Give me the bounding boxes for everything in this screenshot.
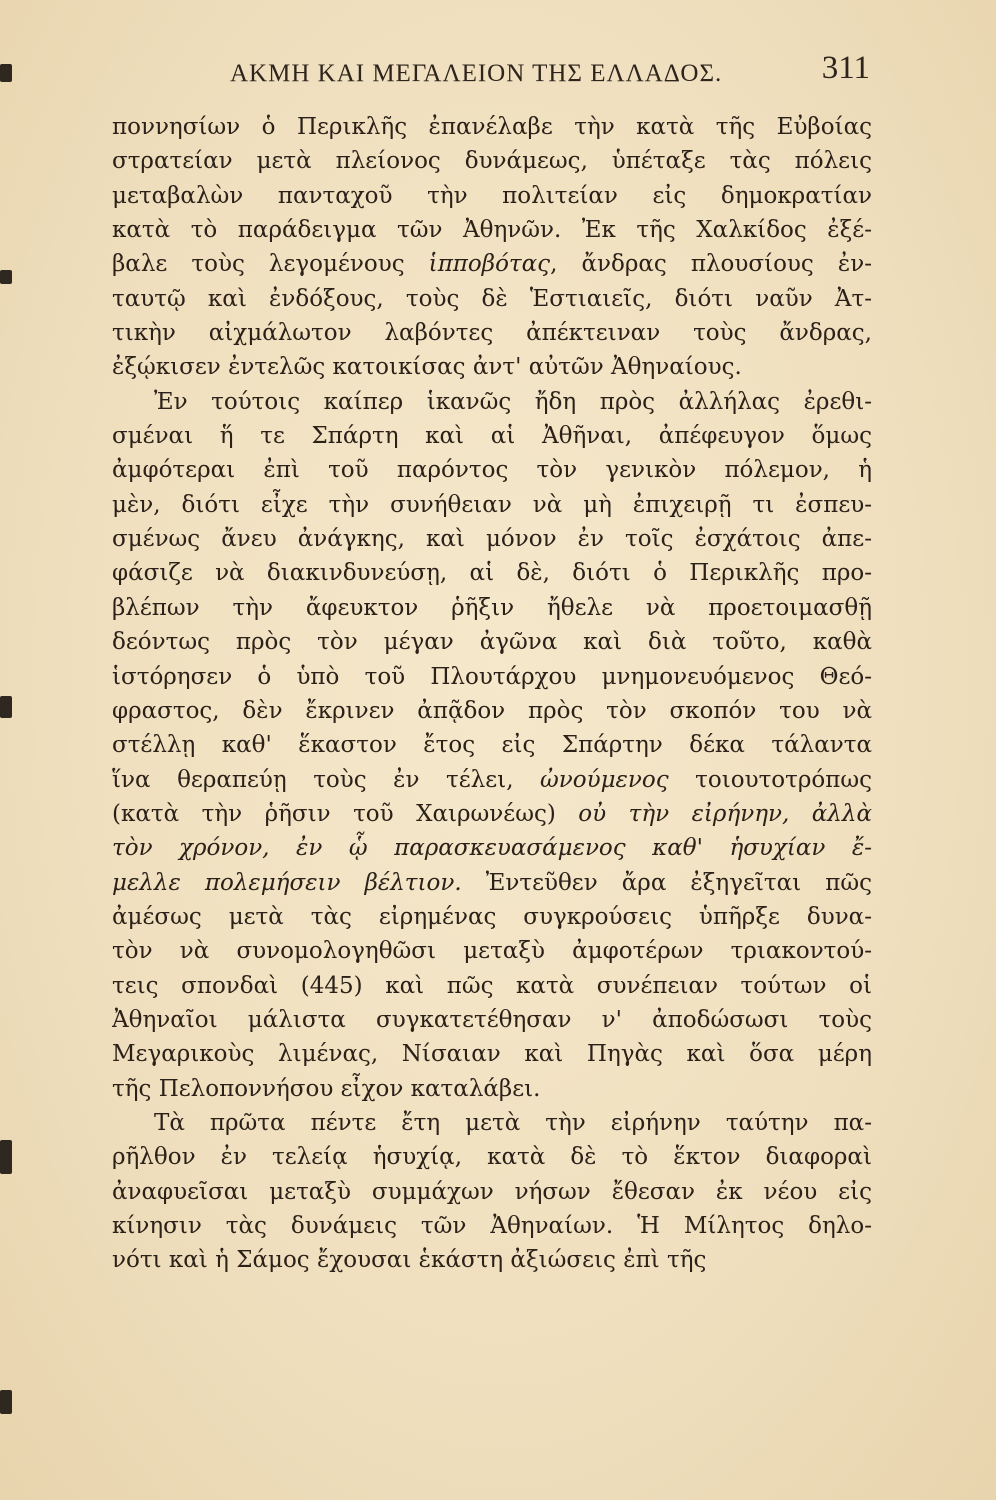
text-line: νότι καὶ ἡ Σάμος ἔχουσαι ἑκάστη ἀξιώσεις ἐπὶ τῆς	[112, 1247, 707, 1274]
text-line: Τὰ πρῶτα πέντε ἔτη μετὰ τὴν εἰρήνην ταύτην πα-	[154, 1109, 872, 1136]
text-line: τεις σπονδαὶ (445) καὶ πῶς κατὰ συνέπειαν τούτων οἱ	[112, 972, 872, 999]
text-line: βαλε τοὺς λεγομένους ἱπποβότας, ἄνδρας πλουσίους ἐν-	[112, 251, 872, 278]
page-header	[118, 50, 878, 98]
text-line: τῆς Πελοποννήσου εἶχον καταλάβει.	[112, 1075, 541, 1102]
text-line: δεόντως πρὸς τὸν μέγαν ἀγῶνα καὶ διὰ τοῦτο, καθὰ	[112, 629, 872, 656]
text-line: ἱστόρησεν ὁ ὑπὸ τοῦ Πλουτάρχου μνημονευόμενος Θεό-	[112, 663, 872, 690]
text-line: Ἐν τούτοις καίπερ ἱκανῶς ἤδη πρὸς ἀλλήλας ἐρεθι-	[154, 388, 872, 415]
text-line: ἀμέσως μετὰ τὰς εἰρημένας συγκρούσεις ὑπῆρξε δυνα-	[112, 903, 872, 930]
text-line: τὸν χρόνον, ἐν ᾧ παρασκευασάμενος καθ' ἡσυχίαν ἔ-	[112, 835, 872, 862]
text-line: φάσιζε νὰ διακινδυνεύσῃ, αἱ δὲ, διότι ὁ Περικλῆς προ-	[112, 560, 872, 587]
margin-mark	[0, 1390, 12, 1414]
margin-mark	[0, 64, 12, 82]
margin-mark	[0, 696, 12, 718]
text-line: ἀμφότεραι ἐπὶ τοῦ παρόντος τὸν γενικὸν πόλεμον, ἡ	[112, 457, 872, 484]
text-line: μελλε πολεμήσειν βέλτιον. Ἐντεῦθεν ἄρα ἐξηγεῖται πῶς	[112, 869, 872, 896]
text-line: στέλλῃ καθ' ἕκαστον ἔτος εἰς Σπάρτην δέκα τάλαντα	[112, 732, 872, 759]
text-line: τικὴν αἰχμάλωτον λαβόντες ἀπέκτειναν τοὺς ἄνδρας,	[112, 320, 872, 347]
text-line: μεταβαλὼν πανταχοῦ τὴν πολιτείαν εἰς δημοκρατίαν	[112, 182, 872, 209]
text-line: σμένως ἄνευ ἀνάγκης, καὶ μόνον ἐν τοῖς ἐσχάτοις ἀπε-	[112, 526, 872, 553]
text-line: βλέπων τὴν ἄφευκτον ῥῆξιν ἤθελε νὰ προετοιμασθῇ	[112, 594, 872, 621]
text-line: κατὰ τὸ παράδειγμα τῶν Ἀθηνῶν. Ἐκ τῆς Χαλκίδος ἐξέ-	[112, 217, 872, 244]
text-line: τὸν νὰ συνομολογηθῶσι μεταξὺ ἀμφοτέρων τριακοντού-	[112, 938, 872, 965]
text-line: ἵνα θεραπεύῃ τοὺς ἐν τέλει, ὠνούμενος τοιουτοτρόπως	[112, 766, 872, 793]
margin-mark	[0, 270, 12, 284]
text-line: Μεγαρικοὺς λιμένας, Νίσαιαν καὶ Πηγὰς καὶ ὅσα μέρη	[112, 1041, 872, 1068]
text-line: κίνησιν τὰς δυνάμεις τῶν Ἀθηναίων. Ἡ Μίλητος δηλο-	[112, 1213, 872, 1239]
body-text	[112, 110, 872, 1278]
text-line: Ἀθηναῖοι μάλιστα συγκατετέθησαν ν' ἀποδώσωσι τοὺς	[112, 1006, 872, 1033]
text-line: στρατείαν μετὰ πλείονος δυνάμεως, ὑπέταξε τὰς πόλεις	[112, 148, 872, 175]
text-line: (κατὰ τὴν ῥῆσιν τοῦ Χαιρωνέως) οὐ τὴν εἰρήνην, ἀλλὰ	[112, 800, 872, 827]
text-line: ποννησίων ὁ Περικλῆς ἐπανέλαβε τὴν κατὰ τῆς Εὐβοίας	[112, 114, 872, 140]
running-title: ΑΚΜΗ ΚΑΙ ΜΕΓΑΛΕΙΟΝ ΤΗΣ ΕΛΛΑΔΟΣ.	[230, 60, 723, 87]
margin-mark	[0, 1140, 12, 1174]
text-line: σμέναι ἥ τε Σπάρτη καὶ αἱ Ἀθῆναι, ἀπέφευγον ὅμως	[112, 423, 872, 450]
text-line: ταυτῷ καὶ ἐνδόξους, τοὺς δὲ Ἑστιαιεῖς, διότι ναῦν Ἀτ-	[112, 285, 872, 312]
text-line: μὲν, διότι εἶχε τὴν συνήθειαν νὰ μὴ ἐπιχειρῇ τι ἐσπευ-	[112, 491, 872, 518]
text-line: φραστος, δὲν ἔκρινεν ἀπᾷδον πρὸς τὸν σκοπόν του νὰ	[112, 697, 872, 724]
text-line: ρῆλθον ἐν τελείᾳ ἡσυχίᾳ, κατὰ δὲ τὸ ἕκτον διαφοραὶ	[112, 1144, 872, 1171]
page-number: 311	[821, 50, 870, 86]
text-line: ἀναφυεῖσαι μεταξὺ συμμάχων νήσων ἔθεσαν ἐκ νέου εἰς	[112, 1178, 872, 1205]
text-line: ἐξῴκισεν ἐντελῶς κατοικίσας ἀντ' αὐτῶν Ἀθηναίους.	[112, 354, 742, 381]
